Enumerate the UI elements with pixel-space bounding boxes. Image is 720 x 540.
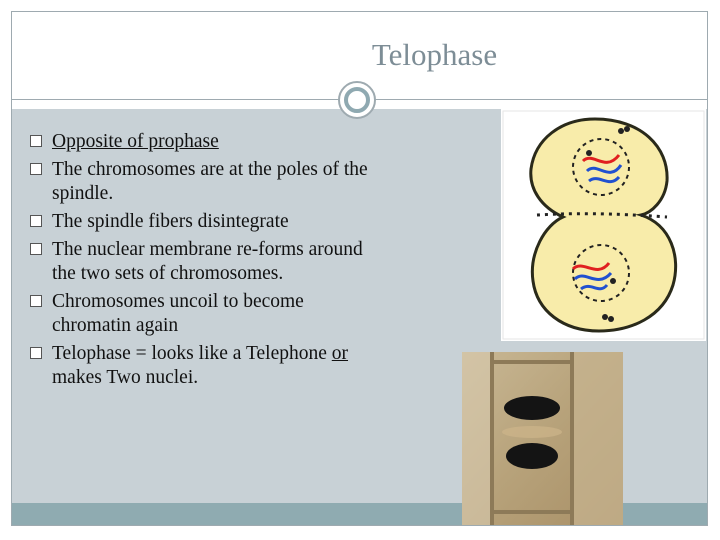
bullet-text: The chromosomes are at the poles of the spindle.: [52, 159, 368, 204]
checkbox-bullet-icon: [30, 163, 42, 175]
bullet-list: [26, 130, 386, 394]
checkbox-bullet-icon: [30, 243, 42, 255]
bullet-text: The spindle fibers disintegrate: [52, 211, 289, 232]
checkbox-bullet-icon: [30, 347, 42, 359]
telophase-diagram-image: [501, 109, 706, 341]
bullet-text: The nuclear membrane re-forms around the two sets of chromosomes.: [52, 239, 363, 284]
checkbox-bullet-icon: [30, 295, 42, 307]
bullet-text: Telophase = looks like a Telephone: [52, 343, 332, 364]
bullet-item: [26, 130, 386, 154]
bullet-text-underlined: or: [331, 343, 349, 364]
bullet-item: [26, 158, 386, 206]
bullet-item: [26, 342, 386, 390]
slide-title: Telophase: [371, 37, 498, 72]
bullet-item: [26, 238, 386, 286]
checkbox-bullet-icon: [30, 215, 42, 227]
bullet-text: Opposite of prophase: [52, 131, 219, 152]
bullet-text: Chromosomes uncoil to become chromatin again: [52, 291, 304, 336]
circle-ornament-icon: [338, 81, 376, 119]
bullet-item: [26, 290, 386, 338]
bullet-text: makes Two nuclei.: [52, 367, 199, 388]
bullet-item: [26, 210, 386, 234]
checkbox-bullet-icon: [30, 135, 42, 147]
telophase-micrograph-image: [462, 352, 623, 525]
